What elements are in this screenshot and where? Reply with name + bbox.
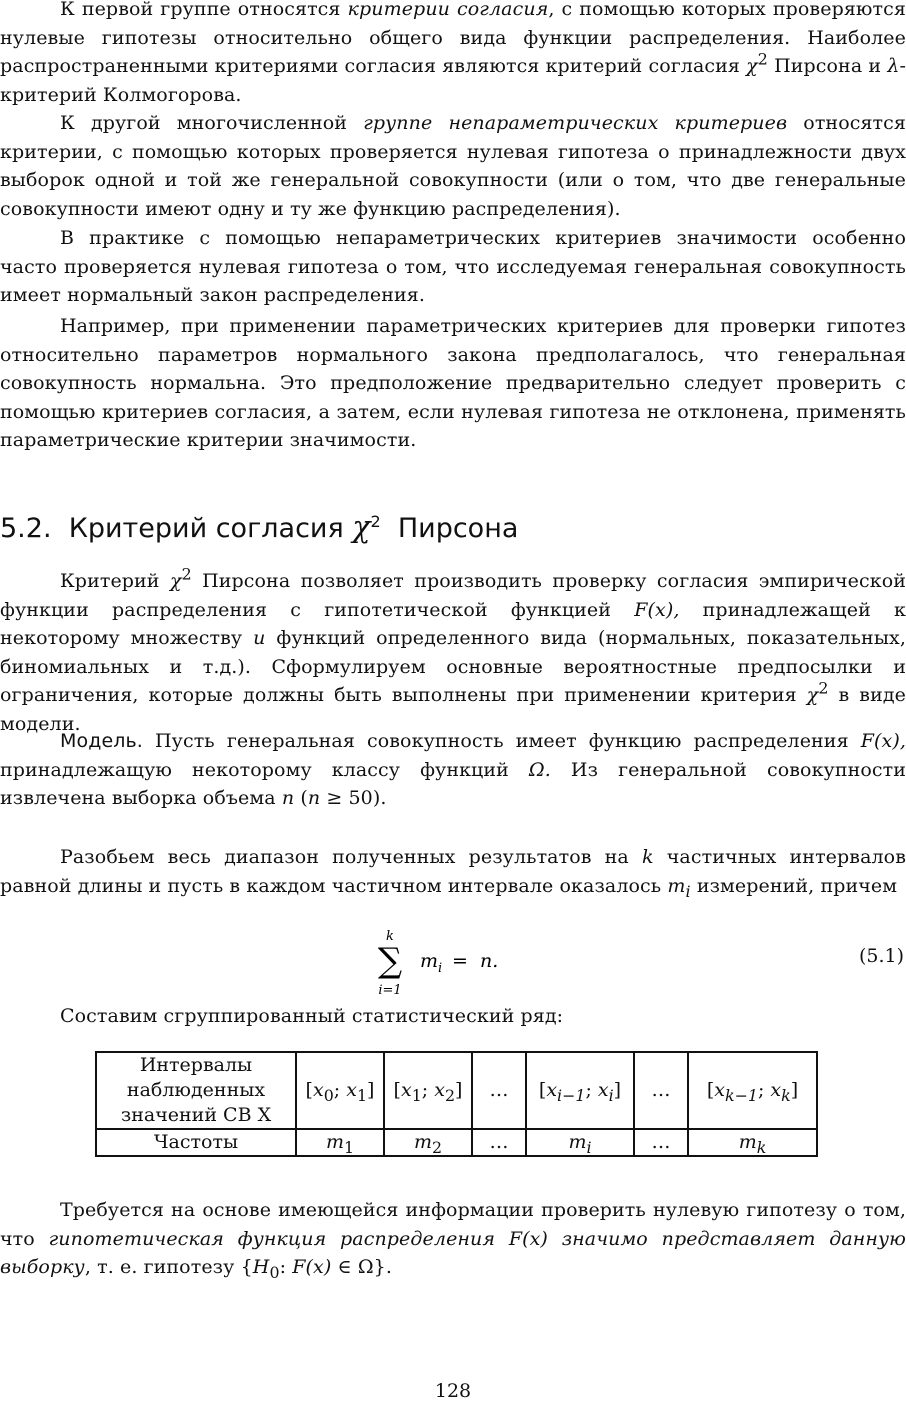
chi-symbol: χ bbox=[806, 684, 819, 707]
section-heading bbox=[0, 508, 518, 549]
header-line: значений СВ X bbox=[120, 1104, 272, 1126]
text: Пусть генеральная совокупность имеет функцию распределения bbox=[142, 730, 861, 752]
text: Требуется на основе имеющейся информации проверить нулевую гипотезу о том, что bbox=[0, 1199, 906, 1250]
text: принадлежащую некоторому классу функций bbox=[0, 758, 529, 781]
sigma-symbol: ∑ bbox=[377, 941, 403, 981]
header-line: Интервалы bbox=[139, 1054, 253, 1076]
table-row bbox=[96, 1052, 817, 1129]
math-Fx: F(x) bbox=[292, 1256, 332, 1279]
equation-number: (5.1) bbox=[858, 945, 904, 967]
table-row bbox=[96, 1129, 817, 1156]
sum-formula bbox=[360, 928, 660, 998]
math-Fx: F(x), bbox=[860, 730, 906, 752]
text: ( bbox=[294, 787, 308, 810]
text: К первой группе относятся bbox=[60, 0, 348, 20]
paragraph-model bbox=[0, 727, 906, 813]
math-n: n bbox=[307, 787, 321, 810]
formula-m: m bbox=[420, 950, 439, 972]
text: : bbox=[279, 1256, 293, 1279]
math-Fx: F(x), bbox=[634, 598, 680, 621]
superscript: 2 bbox=[181, 564, 192, 584]
ellipsis-cell: … bbox=[472, 1129, 526, 1156]
paragraph-example: Например, при применении параметрических критериев для проверки гипотез относительно параметров нормального закона предполагалось, что генеральная совокупность нормальна. Это предположение предварительно следует проверить с помощью критериев согласия, а затем, если нулевая гипотеза не отклонена, применять параметрические критерии значимости. bbox=[0, 315, 906, 452]
math-u: u bbox=[253, 627, 266, 650]
frequency-cell: $m_i$ bbox=[526, 1129, 634, 1156]
superscript: 2 bbox=[370, 512, 381, 531]
paragraph-hypothesis bbox=[0, 1196, 906, 1282]
subscript: i bbox=[685, 881, 691, 901]
math-omega: Ω. bbox=[528, 758, 551, 781]
text: Критерий bbox=[60, 570, 170, 592]
paragraph-pearson-intro bbox=[0, 564, 906, 739]
ellipsis-cell: … bbox=[634, 1129, 688, 1156]
table-header-cell bbox=[96, 1052, 296, 1129]
paragraph-nonparametric bbox=[0, 109, 906, 223]
emphasis: гипотетическая функция распределения bbox=[48, 1227, 509, 1250]
interval-cell: [$x_1$; $x_2$] bbox=[384, 1052, 472, 1129]
interval-cell: [$x_{i-1}$; $x_i$] bbox=[526, 1052, 634, 1129]
text: К другой многочисленной bbox=[60, 112, 364, 134]
sum-lower-limit: i=1 bbox=[378, 983, 402, 998]
ellipsis-cell: … bbox=[472, 1052, 526, 1129]
text: , с помощью которых проверяются нулевые гипотезы относительно общего вида функции распределения. Наиболее распространенными критериями согласия являются критерий согласия bbox=[0, 0, 906, 78]
chi-symbol: χ bbox=[169, 570, 182, 592]
paragraph-practice: В практике с помощью непараметрических критериев значимости особенно часто проверяется нулевая гипотеза о том, что исследуемая генеральная совокупность имеет нормальный закон распределения. bbox=[0, 227, 906, 307]
math-m: m bbox=[667, 874, 686, 897]
text: , т. е. гипотезу { bbox=[84, 1256, 253, 1279]
sum-upper-limit: k bbox=[386, 929, 394, 944]
paragraph-partition bbox=[0, 843, 906, 900]
text: относятся критерии, с помощью которых проверяется нулевая гипотеза о принадлежности двух выборок одной и той же генеральной совокупности (или о том, что две генеральные совокупности имеют одну и ту же функцию распределения). bbox=[0, 112, 906, 220]
interval-cell: [$x_{k-1}$; $x_k$] bbox=[688, 1052, 817, 1129]
grouped-series-table bbox=[95, 1051, 818, 1157]
paragraph-table-intro: Составим сгруппированный статистический ряд: bbox=[60, 1005, 564, 1027]
text: Разобьем весь диапазон полученных результатов на bbox=[60, 846, 642, 868]
chi-symbol: χ bbox=[746, 55, 758, 78]
math-H: H bbox=[252, 1256, 270, 1279]
text: -критерий Колмогорова. bbox=[0, 55, 906, 106]
text: ∈ Ω}. bbox=[331, 1256, 393, 1279]
subscript: 0 bbox=[269, 1262, 280, 1282]
text: в виде модели. bbox=[0, 684, 906, 735]
text: Из генеральной совокупности извлечена выборка объема bbox=[0, 758, 906, 810]
chi-symbol: χ bbox=[352, 510, 371, 545]
frequency-cell: $m_k$ bbox=[688, 1129, 817, 1156]
page-number: 128 bbox=[434, 1380, 472, 1402]
interval-cell: [$x_0$; $x_1$] bbox=[296, 1052, 384, 1129]
paragraph-goodness-of-fit bbox=[0, 0, 906, 109]
formula-rest: = n. bbox=[446, 950, 499, 972]
header-line: наблюденных bbox=[126, 1079, 266, 1101]
section-number: 5.2. bbox=[0, 513, 52, 544]
text: Пирсона позволяет производить проверку согласия эмпирической функции распределения с гипотетической функцией bbox=[0, 570, 906, 621]
emphasis: группе непараметрических критериев bbox=[363, 112, 788, 134]
text: ≥ 50). bbox=[320, 787, 387, 810]
superscript: 2 bbox=[818, 679, 829, 699]
frequency-cell: $m_1$ bbox=[296, 1129, 384, 1156]
frequency-cell: $m_2$ bbox=[384, 1129, 472, 1156]
text: Пирсона и bbox=[767, 55, 888, 78]
formula-i: i bbox=[438, 961, 443, 976]
ellipsis-cell: … bbox=[634, 1052, 688, 1129]
frequency-label-cell: Частоты bbox=[96, 1129, 296, 1156]
emphasis: значимо представляет данную выборку bbox=[0, 1227, 906, 1279]
section-title: Критерий согласия bbox=[68, 513, 344, 544]
text: частичных интервалов равной длины и пусть в каждом частичном интервале оказалось bbox=[0, 846, 906, 897]
math-n: n bbox=[281, 787, 295, 810]
model-label: Модель. bbox=[60, 730, 143, 752]
lambda-symbol: λ bbox=[887, 55, 900, 78]
math-k: k bbox=[642, 846, 654, 868]
text: функций определенного вида (нормальных, показательных, биномиальных и т.д.). Сформулируем основные вероятностные предпосылки и ограничения, которые должны быть выполнены при применении критерия bbox=[0, 627, 906, 707]
section-title-end: Пирсона bbox=[397, 513, 519, 544]
text: принадлежащей к некоторому множеству bbox=[0, 598, 906, 650]
superscript: 2 bbox=[757, 49, 768, 69]
math-Fx: F(x) bbox=[508, 1227, 548, 1250]
text: измерений, причем bbox=[690, 874, 898, 897]
emphasis: критерии согласия bbox=[347, 0, 549, 20]
